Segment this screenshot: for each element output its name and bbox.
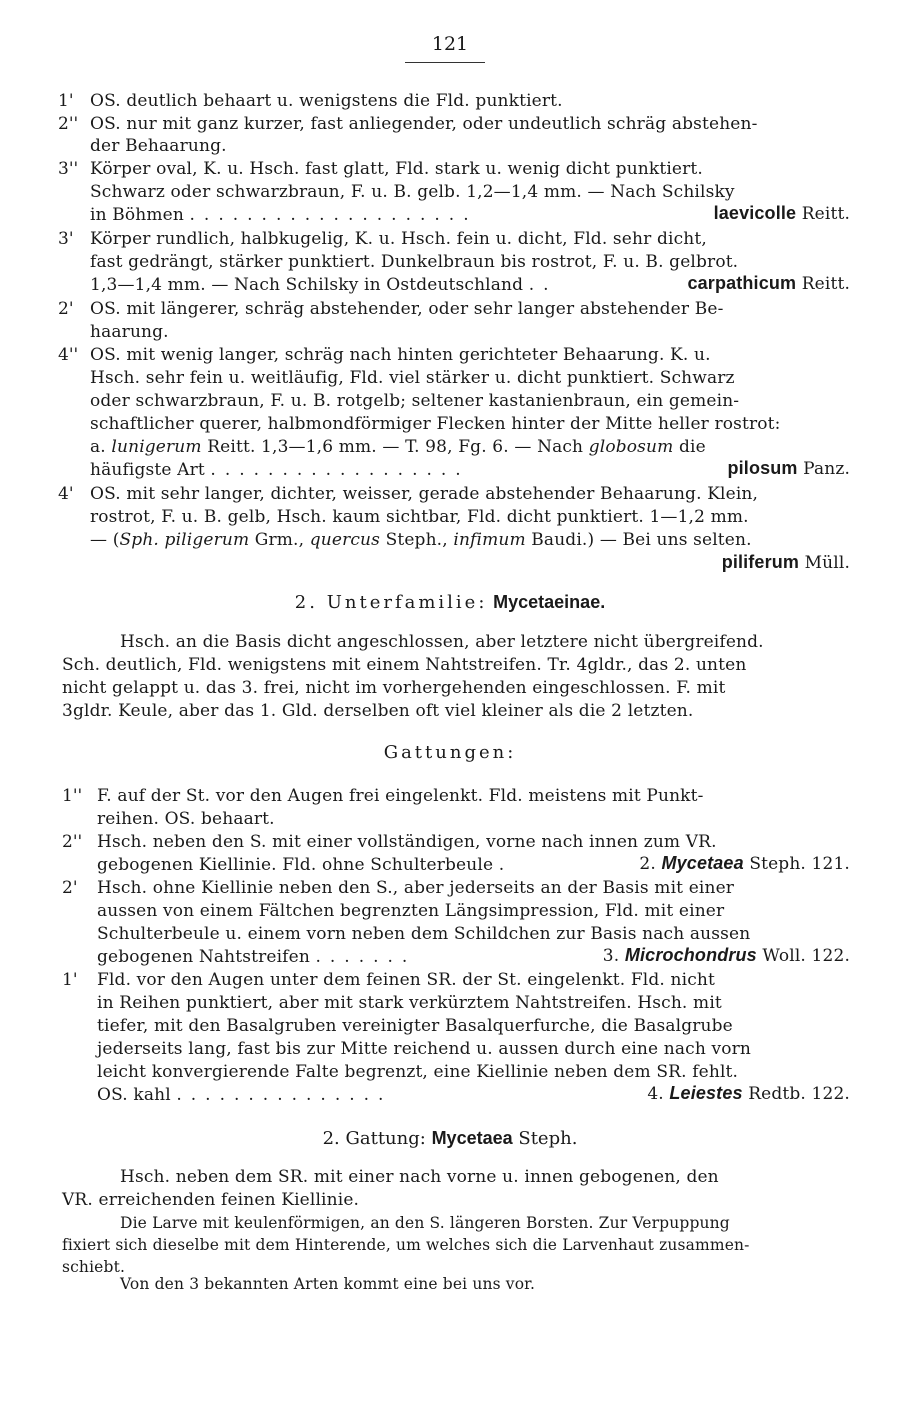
key-line: Hsch. sehr fein u. weitläufig, Fld. viel stärker u. dicht punktiert. Schwarz (90, 368, 735, 388)
note-line: Von den 3 bekannten Arten kommt eine bei uns vor. (120, 1275, 536, 1293)
genus-number: 2. (639, 854, 656, 874)
paragraph-line: 3gldr. Keule, aber das 1. Gld. derselben oft viel kleiner als die 2 letzten. (62, 701, 694, 721)
genus-name: Microchondrus (624, 945, 757, 965)
paragraph-line: Hsch. neben dem SR. mit einer nach vorne u. innen gebogenen, den (120, 1167, 719, 1187)
key-text: Steph., (385, 530, 448, 550)
key-line: fast gedrängt, stärker punktiert. Dunkelbraun bis rostrot, F. u. B. gelbrot. (90, 252, 739, 272)
key-text: Reitt. 1,3—1,6 mm. — T. 98, Fg. 6. — Nach (207, 437, 584, 457)
species-author: Reitt. (801, 204, 850, 224)
key-text: Grm., (254, 530, 305, 550)
key-line: oder schwarzbraun, F. u. B. rotgelb; seltener kastanienbraun, ein gemein- (90, 391, 740, 411)
key-line: OS. deutlich behaart u. wenigstens die Fld. punktiert. (90, 91, 563, 111)
species-name: laevicolle (713, 203, 797, 223)
genus-number: 3. (602, 946, 620, 966)
genus-heading (0, 1128, 900, 1149)
key-line: schaftlicher querer, halbmondförmiger Flecken hinter der Mitte heller rostrot: (90, 414, 781, 434)
key-line-genus (97, 1084, 392, 1106)
key-line: reihen. OS. behaart. (97, 809, 275, 829)
key-line-species (90, 274, 558, 296)
couplet-number: 4' (58, 484, 74, 504)
genus-name: Leiestes (669, 1083, 743, 1103)
key-text: a. (90, 437, 106, 457)
species-entry (687, 272, 850, 295)
key-line: OS. mit längerer, schräg abstehender, oder sehr langer abstehender Be- (90, 299, 724, 319)
key-line: haarung. (90, 322, 169, 342)
key-line-species (90, 459, 470, 481)
species-name: pilosum (727, 458, 798, 478)
paragraph-line: Hsch. an die Basis dicht angeschlossen, aber letztere nicht übergreifend. (120, 632, 764, 652)
genus-entry (647, 1082, 850, 1105)
key-line: gebogenen Kiellinie. Fld. ohne Schulterbeule . (97, 855, 505, 875)
species-entry (722, 551, 850, 574)
key-line: Hsch. neben den S. mit einer vollständigen, vorne nach innen zum VR. (97, 832, 717, 852)
key-line-species (90, 204, 478, 226)
species-reference: globosum (588, 437, 674, 457)
genus-entry (603, 944, 850, 967)
subfamily-prefix: 2. Unterfamilie: (294, 592, 488, 613)
key-line: Körper oval, K. u. Hsch. fast glatt, Fld. stark u. wenig dicht punktiert. (90, 159, 703, 179)
note-line: schiebt. (62, 1258, 126, 1276)
key-text: 1,3—1,4 mm. — Nach Schilsky in Ostdeutschland (90, 275, 524, 295)
key-line: in Reihen punktiert, aber mit stark verkürztem Nahtstreifen. Hsch. mit (97, 993, 722, 1013)
key-line: Körper rundlich, halbkugelig, K. u. Hsch. fein u. dicht, Fld. sehr dicht, (90, 229, 707, 249)
couplet-number: 3' (58, 229, 74, 249)
note-line: fixiert sich dieselbe mit dem Hinterende, um welches sich die Larvenhaut zusammen- (62, 1236, 750, 1254)
key-line: F. auf der St. vor den Augen frei eingelenkt. Fld. meistens mit Punkt- (97, 786, 704, 806)
key-text: — ( (90, 530, 120, 550)
key-text: gebogenen Nahtstreifen (97, 947, 310, 967)
key-line: Fld. vor den Augen unter dem feinen SR. der St. eingelenkt. Fld. nicht (97, 970, 715, 990)
couplet-number: 3'' (58, 159, 79, 179)
leader-dots: .. (528, 275, 558, 295)
species-author: Reitt. (801, 274, 850, 294)
key-line: OS. mit sehr langer, dichter, weisser, gerade abstehender Behaarung. Klein, (90, 484, 759, 504)
key-line: rostrot, F. u. B. gelb, Hsch. kaum sichtbar, Fld. dicht punktiert. 1—1,2 mm. (90, 507, 749, 527)
synonym-name: Sph. piligerum (119, 530, 250, 550)
leader-dots: ....... (315, 947, 417, 967)
key-line: Hsch. ohne Kiellinie neben den S., aber jederseits an der Basis mit einer (97, 878, 735, 898)
key-line-genus (97, 946, 416, 968)
key-line: aussen von einem Fältchen begrenzten Längsimpression, Fld. mit einer (97, 901, 725, 921)
leader-dots: .................... (189, 205, 478, 225)
genus-reference: Woll. 122. (762, 946, 850, 966)
key-line: OS. mit wenig langer, schräg nach hinten gerichteter Behaarung. K. u. (90, 345, 711, 365)
page-number-rule (405, 62, 485, 63)
couplet-number: 2'' (58, 114, 79, 134)
couplet-number: 2' (58, 299, 74, 319)
page-number: 121 (431, 33, 469, 55)
species-name: piliferum (721, 552, 800, 572)
key-line: Schulterbeule u. einem vorn neben dem Schildchen zur Basis nach aussen (97, 924, 751, 944)
genus-name: Mycetaea (661, 853, 744, 873)
note-line: Die Larve mit keulenförmigen, an den S. längeren Borsten. Zur Verpuppung (120, 1214, 730, 1232)
key-line-synonyms (90, 529, 752, 551)
leader-dots: ............... (176, 1085, 393, 1105)
paragraph-line: nicht gelappt u. das 3. frei, nicht im vorhergehenden eingeschlossen. F. mit (62, 678, 726, 698)
couplet-number: 1' (62, 970, 78, 990)
genus-heading-author: Steph. (518, 1128, 578, 1149)
species-author: Panz. (803, 459, 850, 479)
synonym-name: infimum (453, 530, 526, 550)
genus-heading-prefix: 2. Gattung: (322, 1128, 426, 1149)
key-text: Baudi.) — Bei uns selten. (531, 530, 752, 550)
paragraph-line: VR. erreichenden feinen Kiellinie. (62, 1190, 360, 1210)
couplet-number: 2'' (62, 832, 83, 852)
genus-reference: Steph. 121. (749, 854, 850, 874)
key-line: OS. nur mit ganz kurzer, fast anliegender, oder undeutlich schräg abstehen- (90, 114, 758, 134)
couplet-number: 1' (58, 91, 74, 111)
subfamily-name: Mycetaeinae. (493, 592, 606, 612)
species-entry (728, 457, 851, 480)
key-line: jederseits lang, fast bis zur Mitte reichend u. aussen durch eine nach vorn (97, 1039, 751, 1059)
key-text: die (678, 437, 706, 457)
key-line: tiefer, mit den Basalgruben vereinigter Basalquerfurche, die Basalgrube (97, 1016, 733, 1036)
subfamily-heading (0, 592, 900, 613)
genus-number: 4. (647, 1084, 664, 1104)
species-name: carpathicum (687, 273, 797, 293)
genus-heading-name: Mycetaea (431, 1128, 513, 1148)
key-text: in Böhmen (90, 205, 184, 225)
key-line: Schwarz oder schwarzbraun, F. u. B. gelb. 1,2—1,4 mm. — Nach Schilsky (90, 182, 735, 202)
couplet-number: 2' (62, 878, 78, 898)
couplet-number: 1'' (62, 786, 83, 806)
key-line-variety (90, 436, 706, 458)
couplet-number: 4'' (58, 345, 79, 365)
key-line: leicht konvergierende Falte begrenzt, eine Kiellinie neben dem SR. fehlt. (97, 1062, 739, 1082)
genus-reference: Redtb. 122. (748, 1084, 850, 1104)
paragraph-line: Sch. deutlich, Fld. wenigstens mit einem Nahtstreifen. Tr. 4gldr., das 2. unten (62, 655, 747, 675)
genera-heading: Gattungen: (383, 742, 517, 763)
synonym-name: quercus (309, 530, 380, 550)
variety-name: lunigerum (111, 437, 202, 457)
species-author: Müll. (804, 553, 850, 573)
key-line: der Behaarung. (90, 136, 227, 156)
leader-dots: .................. (210, 460, 470, 480)
genus-entry (639, 852, 850, 875)
key-text: OS. kahl (97, 1085, 171, 1105)
key-text: häufigste Art (90, 460, 205, 480)
species-entry (714, 202, 850, 225)
